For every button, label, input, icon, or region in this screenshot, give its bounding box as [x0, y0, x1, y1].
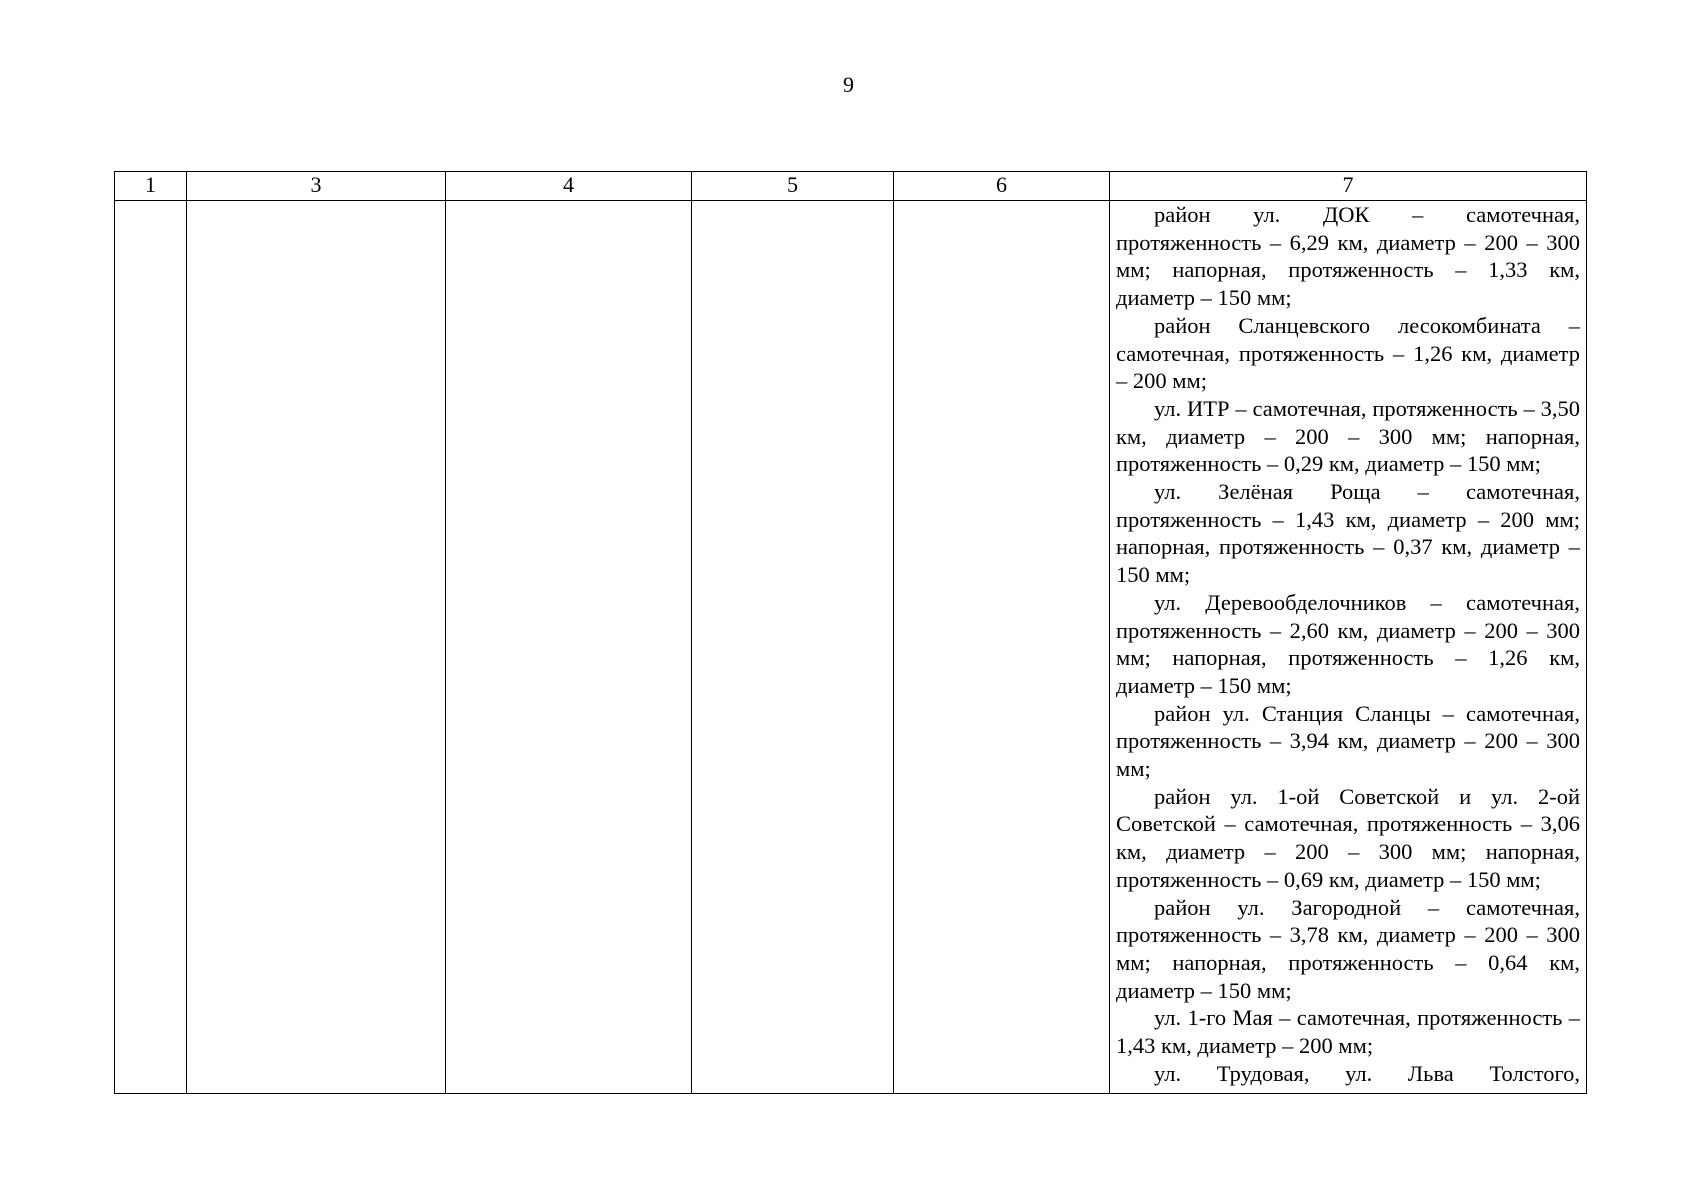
table-header-row: [115, 172, 1587, 201]
table-row: [115, 201, 1587, 1094]
paragraph-lesokombinat: район Сланцевского лесокомбината – самотечная, протяженность – 1,26 км, диаметр – 200 мм;: [1116, 312, 1580, 394]
column-header-7: 7: [1110, 172, 1587, 201]
column-header-3: 3: [187, 172, 446, 201]
paragraph-itr: ул. ИТР – самотечная, протяженность – 3,50 км, диаметр – 200 – 300 мм; напорная, протяженность – 0,29 км, диаметр – 150 мм;: [1116, 395, 1580, 477]
table-cell-col6: [894, 201, 1110, 1094]
page-number: 9: [843, 72, 854, 97]
paragraph-dok: район ул. ДОК – самотечная, протяженность – 6,29 км, диаметр – 200 – 300 мм; напорная, протяженность – 1,33 км, диаметр – 150 мм;: [1116, 202, 1580, 311]
paragraph-1-maya: ул. 1-го Мая – самотечная, протяженность – 1,43 км, диаметр – 200 мм;: [1116, 1005, 1580, 1059]
paragraph-zelenaya-roshcha: ул. Зелёная Роща – самотечная, протяженность – 1,43 км, диаметр – 200 мм; напорная, протяженность – 0,37 км, диаметр – 150 мм;: [1116, 479, 1580, 588]
paragraph-trudovaya: ул. Трудовая, ул. Льва Толстого,: [1154, 1060, 1580, 1086]
table-cell-col3: [187, 201, 446, 1094]
data-table: [114, 171, 1587, 1094]
paragraph-sovetskaya: район ул. 1-ой Советской и ул. 2-ой Советской – самотечная, протяженность – 3,06 км, диаметр – 200 – 300 мм; напорная, протяженность – 0,69 км, диаметр – 150 мм;: [1116, 783, 1580, 892]
column-header-5: 5: [692, 172, 894, 201]
paragraph-zagorodnaya: район ул. Загородной – самотечная, протяженность – 3,78 км, диаметр – 200 – 300 мм; напорная, протяженность – 0,64 км, диаметр – 150 мм;: [1116, 894, 1580, 1003]
paragraph-derevoobdelochnikov: ул. Деревообделочников – самотечная, протяженность – 2,60 км, диаметр – 200 – 300 мм; напорная, протяженность – 1,26 км, диаметр – 150 мм;: [1116, 589, 1580, 698]
table-cell-col1: [115, 201, 187, 1094]
table-cell-col4: [446, 201, 692, 1094]
sewer-network-description: [1110, 201, 1586, 1088]
table-cell-col7: [1110, 201, 1587, 1094]
column-header-1: 1: [115, 172, 187, 201]
column-header-4: 4: [446, 172, 692, 201]
table-cell-col5: [692, 201, 894, 1094]
column-header-6: 6: [894, 172, 1110, 201]
paragraph-stantsiya-slantsy: район ул. Станция Сланцы – самотечная, протяженность – 3,94 км, диаметр – 200 – 300 мм;: [1116, 700, 1580, 782]
